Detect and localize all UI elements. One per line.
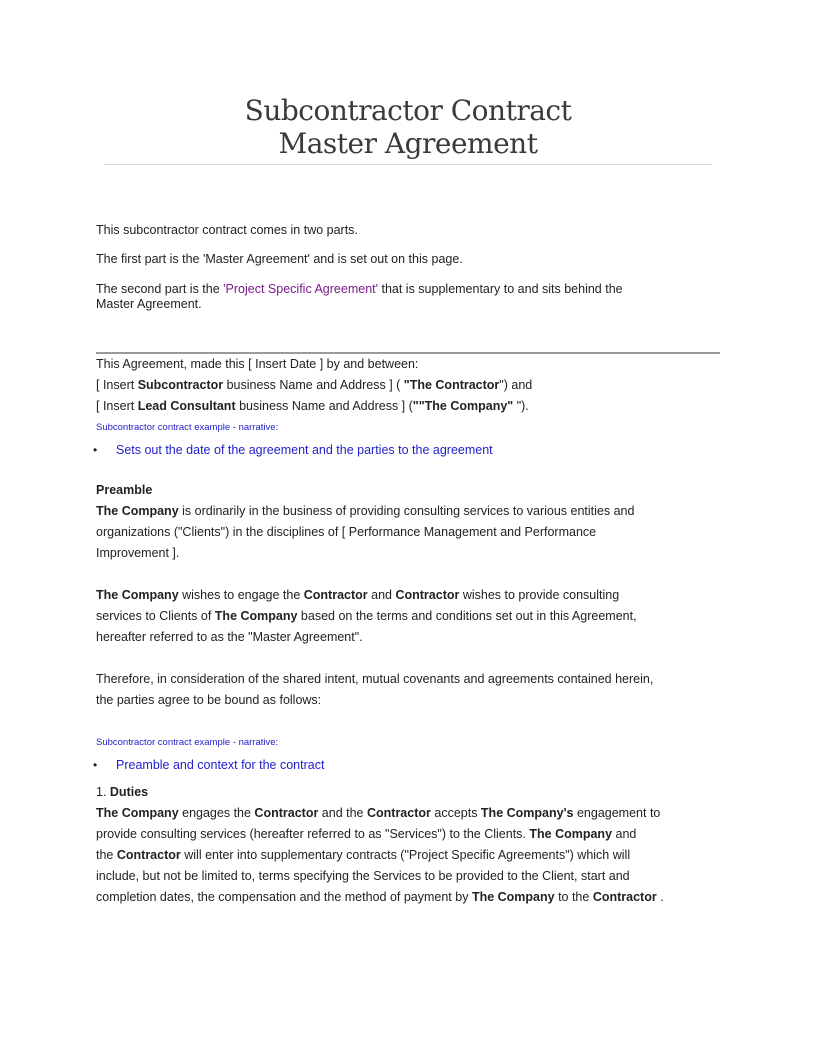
agreement-line-1: This Agreement, made this [ Insert Date ] by and between: xyxy=(96,357,419,371)
preamble-heading: Preamble xyxy=(96,483,153,497)
narrative-note-2 xyxy=(93,736,726,774)
intro-paragraph-3 xyxy=(96,282,726,312)
bullet-icon: • xyxy=(93,443,98,457)
agreement-line-3: [ Insert Lead Consultant business Name and Address ] (""The Company" "). xyxy=(96,399,529,413)
document-title xyxy=(104,94,712,160)
intro-p3-text-after: that is supplementary to and sits behind the xyxy=(378,282,623,296)
preamble-section xyxy=(96,480,726,711)
intro-p3-text: The second part is the xyxy=(96,282,224,296)
preamble-p1-line-1: The Company is ordinarily in the business of providing consulting services to various entities and xyxy=(96,504,635,518)
duties-heading: 1. Duties xyxy=(96,785,149,799)
duties-line-2: provide consulting services (hereafter referred to as "Services") to the Clients. The Company and xyxy=(96,827,637,841)
preamble-p2-line-1: The Company wishes to engage the Contractor and Contractor wishes to provide consulting xyxy=(96,588,620,602)
bullet-icon: • xyxy=(93,758,98,772)
duties-line-3: the Contractor will enter into supplementary contracts ("Project Specific Agreements") which will xyxy=(96,848,631,862)
narrative-label-2: Subcontractor contract example - narrative: xyxy=(96,737,279,748)
narrative-label-1: Subcontractor contract example - narrative: xyxy=(96,422,279,433)
duties-line-5: completion dates, the compensation and the method of payment by The Company to the Contractor . xyxy=(96,890,664,904)
intro-paragraph-1: This subcontractor contract comes in two parts. xyxy=(96,223,358,237)
intro-paragraph-2: The first part is the 'Master Agreement' and is set out on this page. xyxy=(96,252,463,266)
title-line-1: Subcontractor Contract xyxy=(244,94,572,127)
preamble-p3-line-1: Therefore, in consideration of the shared intent, mutual covenants and agreements contained herein, xyxy=(96,672,654,686)
duties-line-1: The Company engages the Contractor and the Contractor accepts The Company's engagement to xyxy=(96,806,661,820)
narrative-bullet-1: • Sets out the date of the agreement and the parties to the agreement xyxy=(93,443,493,457)
narrative-bullet-2: • Preamble and context for the contract xyxy=(93,758,325,772)
title-divider xyxy=(104,164,712,165)
duties-section xyxy=(96,782,726,908)
preamble-p2-line-2: services to Clients of The Company based on the terms and conditions set out in this Agreement, xyxy=(96,609,637,623)
preamble-p1-line-3: Improvement ]. xyxy=(96,546,180,560)
narrative-note-1 xyxy=(93,421,726,459)
duties-line-4: include, but not be limited to, terms specifying the Services to be provided to the Client, start and xyxy=(96,869,630,883)
preamble-p3-line-2: the parties agree to be bound as follows: xyxy=(96,693,322,707)
intro-p3-line-2: Master Agreement. xyxy=(96,297,202,311)
intro-section xyxy=(96,223,726,312)
agreement-line-2: [ Insert Subcontractor business Name and Address ] ( "The Contractor") and xyxy=(96,378,533,392)
agreement-parties xyxy=(96,354,726,417)
project-specific-agreement-link[interactable]: 'Project Specific Agreement' xyxy=(223,282,379,296)
preamble-p1-line-2: organizations ("Clients") in the disciplines of [ Performance Management and Performance xyxy=(96,525,597,539)
preamble-p2-line-3: hereafter referred to as the "Master Agreement". xyxy=(96,630,363,644)
title-line-2: Master Agreement xyxy=(278,127,538,160)
